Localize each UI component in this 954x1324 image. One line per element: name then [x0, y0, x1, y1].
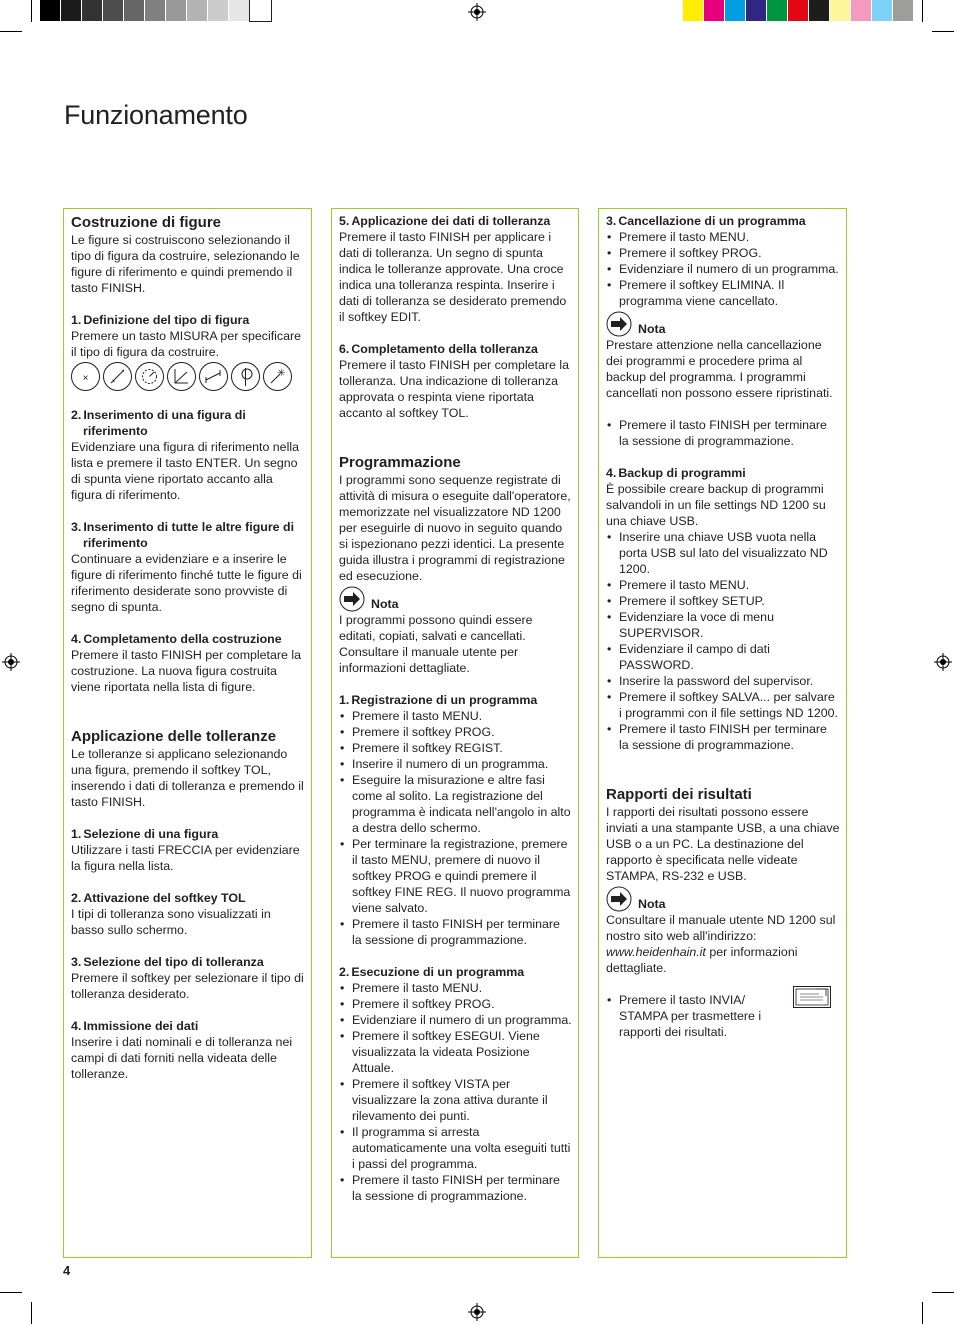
step-text: È possibile creare backup di programmi salvandoli in un file settings ND 1200 su una chiave USB. — [606, 482, 826, 528]
list-item: • Premere il tasto FINISH per terminare la sessione di programmazione. — [339, 916, 572, 948]
step-title: 1. Registrazione di un programma — [339, 693, 538, 707]
origin-icon — [263, 362, 292, 391]
note-label: Nota — [638, 897, 666, 911]
list-item: • Premere il tasto MENU. — [606, 229, 840, 245]
list-item: • Inserire il numero di un programma. — [339, 756, 572, 772]
color-bar — [683, 0, 914, 21]
step-title: 4. Immissione dei dati — [71, 1019, 199, 1033]
note-header — [339, 586, 572, 612]
step-text: Utilizzare i tasti FRECCIA per evidenziare la figura nella lista. — [71, 843, 300, 873]
gray-swatch — [40, 0, 61, 21]
column-programmazione — [331, 208, 579, 1258]
step-text: Premere il tasto FINISH per completare la tolleranza. Una indicazione di tolleranza approvata o respinta viene riportata accanto al softkey TOL. — [339, 358, 569, 420]
text-costruzione: Le figure si costruiscono selezionando il tipo di figura da costruire, selezionando le figure di riferimento e quindi premendo il tasto FINISH. — [71, 233, 300, 295]
step-text: I tipi di tolleranza sono visualizzati in basso sullo schermo. — [71, 907, 271, 937]
list-item: • Premere il softkey PROG. — [339, 996, 572, 1012]
heading-programmazione: Programmazione — [339, 454, 461, 471]
point-icon — [71, 362, 100, 391]
list-item: • Premere il softkey PROG. — [606, 245, 840, 261]
svg-text:✳: ✳ — [277, 368, 286, 379]
step-title: 4. Completamento della costruzione — [71, 632, 282, 646]
gray-swatch — [187, 0, 208, 21]
gray-swatch — [103, 0, 124, 21]
crop-mark — [922, 1302, 923, 1324]
step-list — [339, 980, 572, 1204]
note-text: Consultare il manuale utente ND 1200 sul nostro sito web all'indirizzo: www.heidenhain.it per informazioni dettagliate. — [606, 913, 836, 975]
heading-rapporti: Rapporti dei risultati — [606, 786, 752, 803]
list-item: • Per terminare la registrazione, premere il tasto MENU, premere di nuovo il softkey PROG e quindi premere il softkey FINE REG. Il nuovo programma viene salvato. — [339, 836, 572, 916]
list-item: • Evidenziare il numero di un programma. — [339, 1012, 572, 1028]
svg-text:×: × — [121, 369, 125, 375]
website-link[interactable]: www.heidenhain.it — [606, 945, 706, 959]
crop-mark — [932, 1292, 954, 1293]
color-swatch — [725, 0, 746, 21]
text-programmazione: I programmi sono sequenze registrate di attività di misura o eseguite dall'operatore, memorizzate nel visualizzatore ND 1200 per eseguirle di nuovo in seguito quando si ispezionano pezzi identici. La presente guida illustra i programmi di registrazione ed esecuzione. — [339, 473, 571, 583]
list-item: • Premere il softkey ELIMINA. Il programma viene cancellato. — [606, 277, 840, 309]
list-item: • Premere il tasto MENU. — [339, 708, 572, 724]
distance-icon — [199, 362, 228, 391]
list-item: • Premere il softkey ESEGUI. Viene visualizzata la videata Posizione Attuale. — [339, 1028, 572, 1076]
color-swatch — [788, 0, 809, 21]
step-title: 2. Esecuzione di un programma — [339, 965, 525, 979]
send-print-key-icon — [793, 986, 831, 1008]
color-swatch — [746, 0, 767, 21]
step-title: 4. Backup di programmi — [606, 466, 746, 480]
step-title: 2. Attivazione del softkey TOL — [71, 891, 246, 905]
registration-mark-icon — [468, 3, 486, 21]
step-title: 6. Completamento della tolleranza — [339, 342, 538, 356]
color-swatch — [704, 0, 725, 21]
list-item: • Evidenziare il numero di un programma. — [606, 261, 840, 277]
gray-swatch — [61, 0, 82, 21]
note-header — [606, 886, 840, 912]
step-list — [339, 708, 572, 948]
step-title: 3. Selezione del tipo di tolleranza — [71, 955, 264, 969]
step-list — [606, 229, 840, 309]
crop-mark — [0, 31, 22, 32]
step-title: 5. Applicazione dei dati di tolleranza — [339, 214, 551, 228]
gray-swatch — [145, 0, 166, 21]
crop-mark — [31, 0, 32, 22]
color-swatch — [893, 0, 914, 21]
text-tolleranze: Le tolleranze si applicano selezionando una figura, premendo il softkey TOL, inserendo i dati di tolleranza e premendo il tasto FINISH. — [71, 747, 304, 809]
heading-tolleranze: Applicazione delle tolleranze — [71, 728, 277, 745]
gray-swatch — [208, 0, 229, 21]
list-item: • Eseguire la misurazione e altre fasi come al solito. La registrazione del programma è indicata nell'angolo in alto a destra dello schermo. — [339, 772, 572, 836]
step-text: Premere il tasto FINISH per completare la costruzione. La nuova figura costruita viene riportata nella lista di figure. — [71, 648, 301, 694]
crop-mark — [922, 0, 923, 22]
list-item: • Premere il softkey VISTA per visualizzare la zona attiva durante il rilevamento dei punti. — [339, 1076, 572, 1124]
arrow-right-icon — [606, 886, 632, 912]
arrow-right-icon — [339, 586, 365, 612]
plane-icon — [231, 362, 260, 391]
registration-mark-icon — [934, 653, 952, 671]
step-title: 2. Inserimento di una figura di riferimento — [71, 408, 246, 438]
invia-row — [606, 992, 840, 1040]
step-text: Premere un tasto MISURA per specificare il tipo di figura da costruire. — [71, 329, 302, 359]
gray-swatch — [166, 0, 187, 21]
step-text: Inserire i dati nominali e di tolleranza nei campi di dati forniti nella videata delle tolleranze. — [71, 1035, 293, 1081]
gray-swatch — [250, 0, 271, 21]
color-swatch — [767, 0, 788, 21]
step-text: Premere il softkey per selezionare il tipo di tolleranza desiderato. — [71, 971, 304, 1001]
gray-swatch — [82, 0, 103, 21]
crop-mark — [932, 31, 954, 32]
note-header — [606, 311, 840, 337]
note-text: I programmi possono quindi essere editati, copiati, salvati e cancellati. Consultare il manuale utente per informazioni dettagliate. — [339, 613, 533, 675]
list-item: • Premere il tasto FINISH per terminare la sessione di programmazione. — [606, 417, 840, 449]
column-programmi-rapporti — [598, 208, 847, 1258]
crop-mark — [0, 1292, 22, 1293]
svg-text:×: × — [112, 379, 116, 385]
list-item: • Premere il tasto MENU. — [606, 577, 840, 593]
step-text: Evidenziare una figura di riferimento nella lista e premere il tasto ENTER. Un segno di spunta viene riportato accanto alla figura di riferimento. — [71, 440, 299, 502]
list-item: • Evidenziare la voce di menu SUPERVISOR. — [606, 609, 840, 641]
step-text: Continuare a evidenziare e a inserire le figure di riferimento finché tutte le figure di riferimento desiderate sono provviste di segno di spunta. — [71, 552, 302, 614]
color-swatch — [872, 0, 893, 21]
step-list — [606, 529, 840, 753]
arrow-right-icon — [606, 311, 632, 337]
step-list — [606, 417, 840, 449]
grayscale-bar — [40, 0, 271, 21]
list-item: • Inserire una chiave USB vuota nella porta USB sul lato del visualizzato ND 1200. — [606, 529, 840, 577]
heading-costruzione: Costruzione di figure — [71, 214, 221, 231]
list-item: • Premere il softkey REGIST. — [339, 740, 572, 756]
angle-icon — [167, 362, 196, 391]
note-label: Nota — [371, 597, 399, 611]
page-number: 4 — [63, 1263, 71, 1278]
page-title: Funzionamento — [64, 100, 248, 130]
color-swatch — [830, 0, 851, 21]
text-rapporti: I rapporti dei risultati possono essere inviati a una stampante USB, a una chiave USB o a un PC. La destinazione del rapporto è specificata nelle videate STAMPA, RS-232 e USB. — [606, 805, 840, 883]
registration-mark-icon — [2, 653, 20, 671]
list-item: • Premere il tasto MENU. — [339, 980, 572, 996]
step-title: 1. Definizione del tipo di figura — [71, 313, 250, 327]
shape-icons — [71, 362, 305, 391]
list-item: • Inserire la password del supervisor. — [606, 673, 840, 689]
gray-swatch — [124, 0, 145, 21]
list-item: • Evidenziare il campo di dati PASSWORD. — [606, 641, 840, 673]
note-text: Prestare attenzione nella cancellazione dei programmi e procedere prima al backup del programma. I programmi cancellati non possono essere ripristinati. — [606, 338, 833, 400]
note-label: Nota — [638, 322, 666, 336]
column-costruzione-tolleranze — [63, 208, 312, 1258]
crop-mark — [31, 1302, 32, 1324]
list-item: • Il programma si arresta automaticamente una volta eseguiti tutti i passi del programma. — [339, 1124, 572, 1172]
step-title: 1. Selezione di una figura — [71, 827, 219, 841]
list-item: • Premere il softkey SETUP. — [606, 593, 840, 609]
svg-text:×: × — [82, 373, 89, 384]
list-item: • Premere il tasto FINISH per terminare la sessione di programmazione. — [339, 1172, 572, 1204]
step-title: 3. Inserimento di tutte le altre figure di riferimento — [71, 520, 295, 550]
list-item: • Premere il tasto FINISH per terminare la sessione di programmazione. — [606, 721, 840, 753]
step-text: Premere il tasto FINISH per applicare i dati di tolleranza. Un segno di spunta indica le tolleranze approvate. Una croce indica una tolleranza respinta. Inserire i dati di tolleranza se desiderato premendo il softkey EDIT. — [339, 230, 567, 324]
line-icon — [103, 362, 132, 391]
gray-swatch — [229, 0, 250, 21]
list-item: • Premere il softkey PROG. — [339, 724, 572, 740]
color-swatch — [683, 0, 704, 21]
circle-icon — [135, 362, 164, 391]
color-swatch — [809, 0, 830, 21]
list-item: • Premere il softkey SALVA... per salvare i programmi con il file settings ND 1200. — [606, 689, 840, 721]
color-swatch — [851, 0, 872, 21]
step-title: 3. Cancellazione di un programma — [606, 214, 806, 228]
step-list — [606, 992, 766, 1040]
registration-mark-icon — [468, 1303, 486, 1321]
list-item: • Premere il tasto INVIA/ STAMPA per trasmettere i rapporti dei risultati. — [606, 992, 766, 1040]
